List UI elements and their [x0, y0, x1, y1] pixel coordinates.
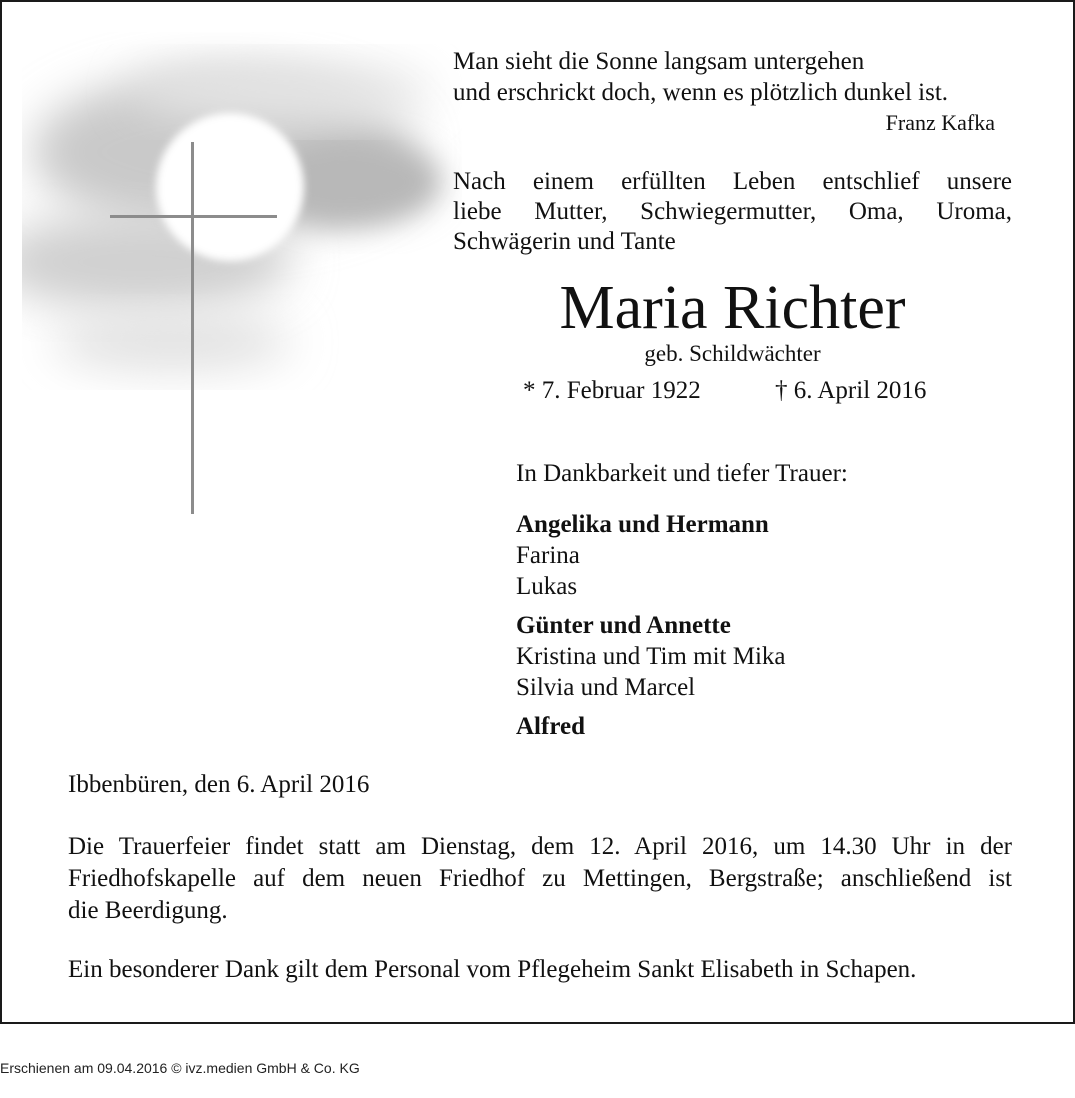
- funeral-line-2: Friedhofskapelle auf dem neuen Friedhof zu Mettingen, Bergstraße; anschließend ist: [68, 865, 1012, 892]
- mourner-member: Kristina und Tim mit Mika: [516, 643, 786, 670]
- mourner-member: Lukas: [516, 573, 578, 600]
- intro-line-3: Schwägerin und Tante: [453, 228, 676, 255]
- mourners-list: [516, 459, 848, 751]
- mourners-lead: In Dankbarkeit und tiefer Trauer:: [516, 460, 848, 487]
- intro-line-1: Nach einem erfüllten Leben entschlief unsere: [453, 168, 1012, 195]
- death-date: † 6. April 2016: [775, 377, 927, 404]
- mourner-member: Farina: [516, 542, 580, 569]
- quote-line-2: und erschrickt doch, wenn es plötzlich dunkel ist.: [453, 79, 949, 106]
- intro-line-2: liebe Mutter, Schwiegermutter, Oma, Uroma,: [453, 198, 1012, 225]
- funeral-info: [68, 831, 1012, 927]
- thanks-note: Ein besonderer Dank gilt dem Personal vom Pflegeheim Sankt Elisabeth in Schapen.: [68, 956, 917, 983]
- mourner-group: [516, 510, 848, 602]
- funeral-line-1: Die Trauerfeier findet statt am Dienstag, dem 12. April 2016, um 14.30 Uhr in der: [68, 833, 1012, 860]
- mourner-group-head: Alfred: [516, 713, 585, 740]
- publication-footer: Erschienen am 09.04.2016 © ivz.medien GmbH & Co. KG: [0, 1060, 360, 1076]
- mourner-group: [516, 712, 848, 742]
- intro-text: [453, 167, 1012, 257]
- quote-author: Franz Kafka: [885, 110, 995, 135]
- deceased-name: Maria Richter: [559, 274, 906, 342]
- mourner-member: Silvia und Marcel: [516, 674, 696, 701]
- mourner-group: [516, 611, 848, 703]
- birth-date: * 7. Februar 1922: [523, 377, 701, 404]
- moon-cross-artwork: [22, 32, 462, 532]
- quote-line-1: Man sieht die Sonne langsam untergehen: [453, 48, 865, 75]
- maiden-name: geb. Schildwächter: [644, 341, 821, 366]
- funeral-line-3: die Beerdigung.: [68, 897, 228, 924]
- mourner-group-head: Angelika und Hermann: [516, 511, 769, 538]
- kafka-quote: [453, 46, 1013, 138]
- mourner-group-head: Günter und Annette: [516, 612, 731, 639]
- moon: [156, 113, 304, 261]
- place-date: Ibbenbüren, den 6. April 2016: [68, 771, 370, 798]
